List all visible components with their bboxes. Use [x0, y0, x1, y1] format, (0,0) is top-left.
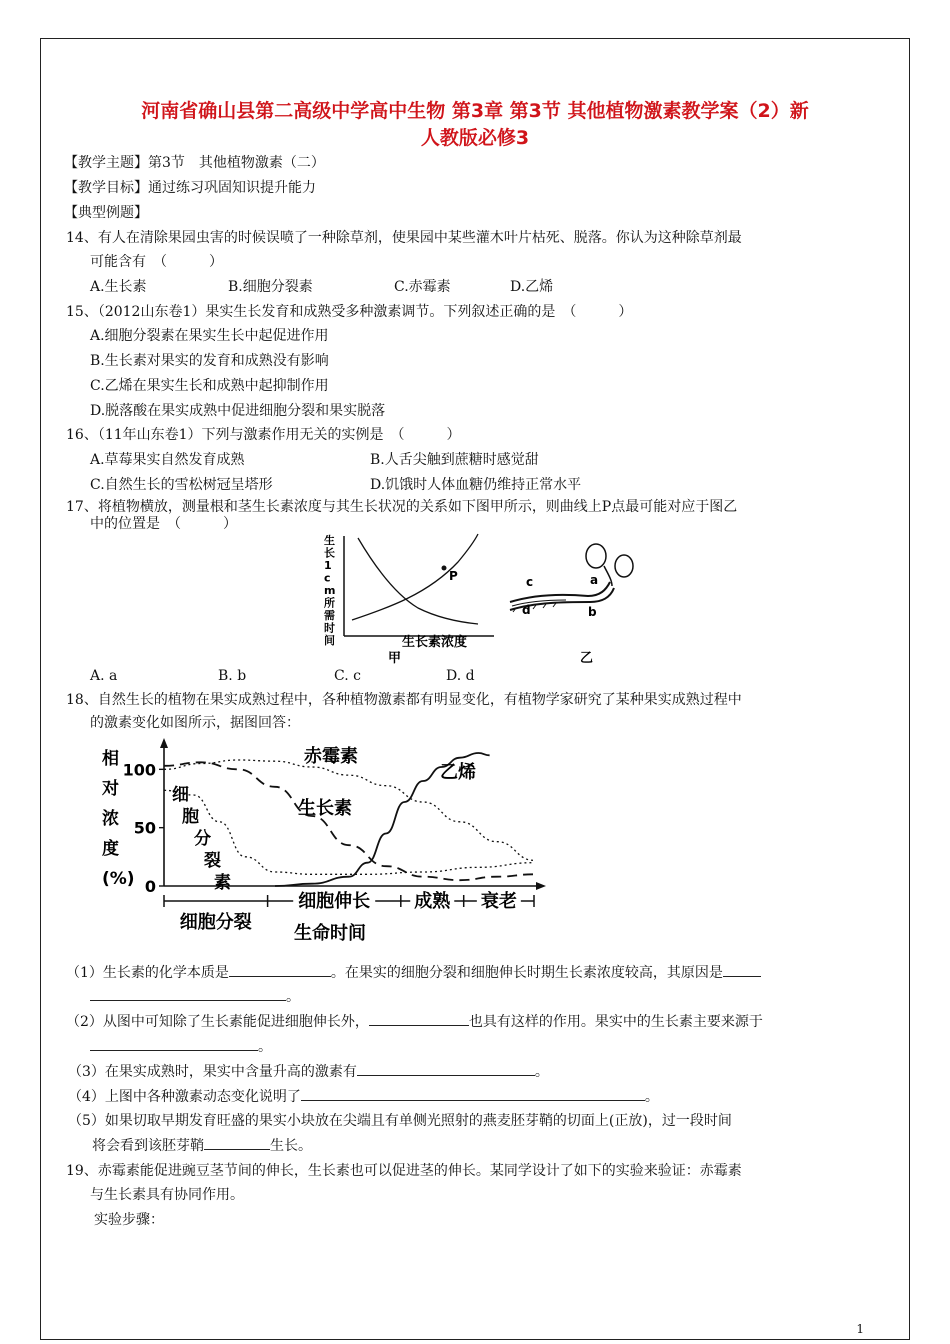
- yi-leaf-right: [615, 555, 633, 577]
- jia-y-label-char: c: [324, 571, 331, 585]
- q17-option-d: D. d: [446, 668, 475, 684]
- q14-stem-line2: 可能含有 （ ）: [90, 254, 223, 270]
- q18-sub5-part1: 将会看到该胚芽鞘: [92, 1138, 204, 1154]
- q18-sub1-blank3[interactable]: [90, 986, 286, 1001]
- q18-sub1-line2: [90, 986, 300, 1007]
- q18-sub3-blank[interactable]: [357, 1061, 535, 1076]
- chart-y-label-part: 浓: [102, 809, 119, 829]
- stage-label-3: 衰老: [480, 891, 517, 912]
- chart-y-arrow: [160, 738, 168, 748]
- chart-y-tick-label: 0: [144, 877, 156, 896]
- teaching-goal: 【教学目标】通过练习巩固知识提升能力: [64, 180, 316, 196]
- q15-option-b: B.生长素对果实的发育和成熟没有影响: [90, 353, 329, 369]
- q18-sub4-end: 。: [644, 1089, 659, 1105]
- jia-x-label: 生长素浓度: [402, 635, 468, 650]
- chart-x-arrow: [536, 882, 546, 890]
- q18-sub1-blank2[interactable]: [723, 962, 761, 977]
- q18-sub1-part1: （1）生长素的化学本质是: [66, 965, 229, 981]
- series-label-2: 分: [194, 829, 211, 849]
- figure-yi: [496, 536, 656, 666]
- q18-sub3-end: 。: [534, 1064, 549, 1080]
- q18-sub2-blank2[interactable]: [90, 1036, 258, 1051]
- jia-y-label-char: m: [324, 584, 336, 597]
- q18-sub2-blank1[interactable]: [369, 1011, 469, 1026]
- chart-y-tick-label: 100: [122, 760, 156, 780]
- chart-y-label-part: 相: [102, 749, 119, 769]
- q18-sub4-part1: （4）上图中各种激素动态变化说明了: [68, 1089, 301, 1105]
- hormone-chart: [94, 736, 554, 951]
- q18-sub3-part1: （3）在果实成熟时，果实中含量升高的激素有: [68, 1064, 357, 1080]
- q16-option-a: A.草莓果实自然发育成熟: [90, 452, 245, 468]
- teaching-theme: 【教学主题】第3节 其他植物激素（二）: [64, 155, 325, 171]
- series-label-2: 胞: [182, 807, 199, 827]
- q16-option-c: C.自然生长的雪松树冠呈塔形: [90, 477, 273, 493]
- q14-option-d: D.乙烯: [510, 279, 554, 295]
- q19-stem-line2: 与生长素具有协同作用。: [90, 1187, 244, 1203]
- yi-label-b: b: [588, 605, 597, 619]
- jia-y-label-char: 生: [324, 534, 335, 547]
- jia-point-p: [442, 566, 447, 571]
- stage-label-2: 成熟: [414, 891, 451, 912]
- q14-option-b: B.细胞分裂素: [228, 279, 313, 295]
- q15-option-c: C.乙烯在果实生长和成熟中起抑制作用: [90, 378, 329, 394]
- q14-option-c: C.赤霉素: [394, 279, 451, 295]
- q18-sub4: [68, 1086, 659, 1107]
- chart-y-tick-label: 50: [133, 818, 156, 838]
- q18-sub5-line1: （5）如果切取早期发育旺盛的果实小块放在尖端且有单侧光照射的燕麦胚芽鞘的切面上(正放)，过一段时间: [68, 1113, 732, 1129]
- q18-sub2-line1: [66, 1011, 763, 1032]
- examples-heading: 【典型例题】: [64, 205, 148, 221]
- chart-series-labels: [172, 745, 476, 893]
- yi-shoot: [604, 566, 612, 586]
- yi-label-d: d: [522, 603, 531, 617]
- q17-option-b: B. b: [218, 668, 247, 684]
- jia-caption: 甲: [388, 651, 402, 666]
- figure-jia: [318, 532, 498, 668]
- q19-stem-line1: 19、赤霉素能促进豌豆茎节间的伸长，生长素也可以促进茎的伸长。某同学设计了如下的实验来验证：赤霉素: [66, 1163, 742, 1179]
- q15-option-d: D.脱落酸在果实成熟中促进细胞分裂和果实脱落: [90, 403, 386, 419]
- q18-sub2-part2: 也具有这样的作用。果实中的生长素主要来源于: [468, 1014, 763, 1030]
- yi-label-c: c: [526, 575, 534, 589]
- q18-sub3: [68, 1061, 549, 1082]
- q17-stem-line1: 17、将植物横放，测量根和茎生长素浓度与其生长状况的关系如下图甲所示，则曲线上P点最可能对应于图乙: [66, 499, 738, 515]
- q17-option-a: A. a: [90, 668, 118, 684]
- series-label-3: 乙烯: [440, 762, 476, 783]
- q18-sub2-end: 。: [258, 1039, 272, 1055]
- q18-sub2-line2: [90, 1036, 272, 1057]
- chart-y-label-part: (%): [102, 869, 135, 889]
- yi-label-a: a: [590, 573, 599, 587]
- q19-steps-label: 实验步骤：: [94, 1212, 164, 1228]
- jia-y-label-char: 1: [324, 559, 332, 572]
- q18-sub2-part1: （2）从图中可知除了生长素能促进细胞伸长外，: [66, 1014, 369, 1030]
- doc-title-line1: 河南省确山县第二高级中学高中生物 第3章 第3节 其他植物激素教学案（2）新: [141, 100, 809, 122]
- chart-y-label-part: 对: [102, 779, 119, 799]
- doc-title-line2: 人教版必修3: [420, 127, 530, 149]
- q18-sub5-blank[interactable]: [204, 1135, 270, 1150]
- q18-stem-line1: 18、自然生长的植物在果实成熟过程中，各种植物激素都有明显变化，有植物学家研究了某种果实成熟过程中: [66, 692, 742, 708]
- jia-y-label: [324, 533, 335, 647]
- jia-rising-curve: [352, 534, 478, 620]
- yi-caption: 乙: [580, 651, 594, 666]
- jia-y-label-char: 长: [324, 546, 335, 560]
- series-label-2: 裂: [204, 851, 221, 871]
- q18-stem-line2: 的激素变化如图所示，据图回答：: [90, 715, 300, 731]
- q16-option-b: B.人舌尖触到蔗糖时感觉甜: [370, 452, 539, 468]
- q17-option-c: C. c: [334, 668, 361, 684]
- jia-y-label-char: 时: [324, 621, 335, 635]
- q17-stem-line2: 中的位置是 （ ）: [90, 516, 237, 532]
- q15-stem: 15、（2012山东卷1）果实生长发育和成熟受多种激素调节。下列叙述正确的是 （ ）: [66, 304, 633, 320]
- q18-sub5-end: 生长。: [270, 1138, 312, 1154]
- page-number: 1: [856, 1322, 864, 1336]
- jia-y-label-char: 间: [324, 634, 335, 647]
- chart-y-label-part: 度: [102, 839, 119, 859]
- q18-sub1-part2: 。在果实的细胞分裂和细胞伸长时期生长素浓度较高，其原因是: [330, 965, 723, 981]
- yi-leaf-left: [586, 544, 606, 568]
- chart-x-label: 生命时间: [294, 923, 366, 944]
- jia-point-label: P: [449, 569, 458, 583]
- q14-option-a: A.生长素: [90, 279, 147, 295]
- q16-option-d: D.饥饿时人体血糖仍维持正常水平: [370, 477, 582, 493]
- series-label-2: 细: [172, 785, 189, 805]
- series-label-2: 素: [214, 873, 231, 893]
- stage-label-1: 细胞伸长: [298, 891, 371, 912]
- series-label-0: 赤霉素: [304, 746, 358, 767]
- q18-sub4-blank[interactable]: [301, 1086, 645, 1101]
- q15-option-a: A.细胞分裂素在果实生长中起促进作用: [90, 328, 329, 344]
- series-label-1: 生长素: [298, 798, 352, 819]
- q18-sub5-line2: [92, 1135, 312, 1156]
- q18-sub1-blank1[interactable]: [229, 962, 331, 977]
- jia-y-label-char: 所: [324, 596, 335, 610]
- q18-sub1-end: 。: [286, 989, 300, 1005]
- q18-sub1-line1: [66, 962, 761, 983]
- stage-label-0: 细胞分裂: [179, 912, 252, 933]
- q14-stem-line1: 14、有人在清除果园虫害的时候误喷了一种除草剂，使果园中某些灌木叶片枯死、脱落。你认为这种除草剂最: [66, 230, 742, 246]
- jia-y-label-char: 需: [324, 609, 335, 622]
- q16-stem: 16、（11年山东卷1）下列与激素作用无关的实例是 （ ）: [66, 427, 461, 443]
